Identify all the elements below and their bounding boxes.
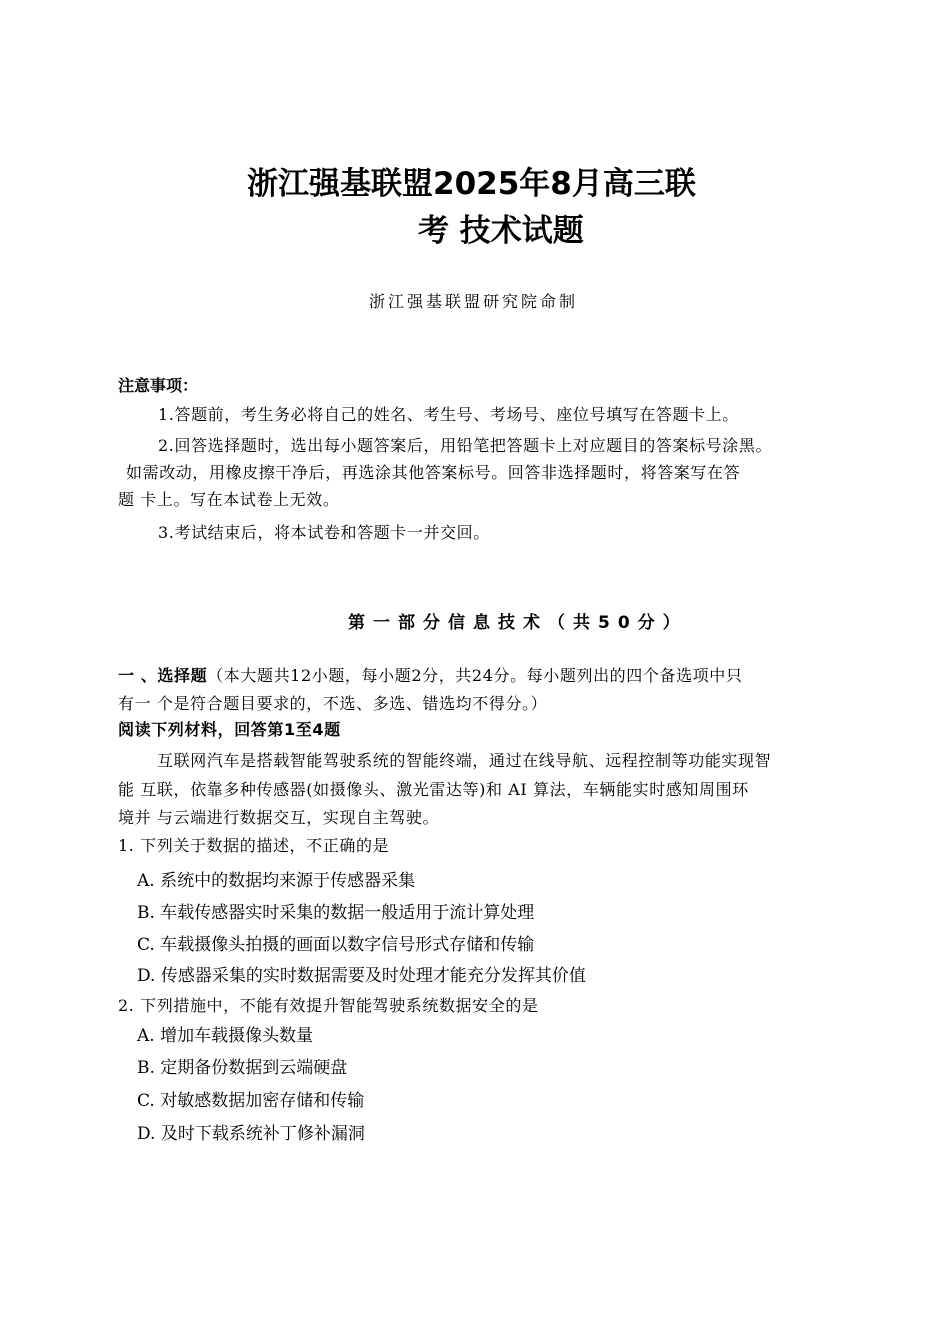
notice-item-2-line2: 如需改动，用橡皮擦干净后，再选涂其他答案标号。回答非选择题时，将答案写在答 xyxy=(126,463,741,482)
section-title: 第一部分信息技术（共50分） xyxy=(348,613,688,633)
part1-desc-line2: 有一 个是符合题目要求的，不选、多选、错选均不得分。） xyxy=(118,694,548,713)
notice-item-2-line3: 题 卡上。写在本试卷上无效。 xyxy=(118,490,340,509)
passage-line2: 能 互联，依靠多种传感器(如摄像头、激光雷达等)和 AI 算法，车辆能实时感知周围环 xyxy=(118,780,749,799)
part1-desc-line1: （本大题共12小题，每小题2分，共24分。每小题列出的四个备选项中只 xyxy=(207,666,743,685)
question-1-option-d: D. 传感器采集的实时数据需要及时处理才能充分发挥其价值 xyxy=(137,966,586,986)
exam-title-line1: 浙江强基联盟2025年8月高三联 xyxy=(247,166,696,202)
reading-instruction: 阅读下列材料，回答第1至4题 xyxy=(118,720,341,739)
passage-line1: 互联网汽车是搭载智能驾驶系统的智能终端，通过在线导航、远程控制等功能实现智 xyxy=(157,751,772,770)
question-1-option-c: C. 车载摄像头拍摄的画面以数字信号形式存储和传输 xyxy=(137,935,535,955)
question-2-option-d: D. 及时下载系统补丁修补漏洞 xyxy=(137,1124,365,1144)
notice-item-1: 1.答题前，考生务必将自己的姓名、考生号、考场号、座位号填写在答题卡上。 xyxy=(158,405,739,424)
passage-line3: 境并 与云端进行数据交互，实现自主驾驶。 xyxy=(118,808,440,827)
exam-title-line2: 考 技术试题 xyxy=(418,213,584,249)
question-1-option-a: A. 系统中的数据均来源于传感器采集 xyxy=(137,871,416,891)
part1-header-line1 xyxy=(118,663,742,686)
question-1-stem: 1. 下列关于数据的描述，不正确的是 xyxy=(118,836,390,855)
part1-label: 一 、选择题 xyxy=(118,666,208,685)
question-2-option-a: A. 增加车载摄像头数量 xyxy=(137,1026,314,1046)
exam-author: 浙江强基联盟研究院命制 xyxy=(369,292,579,311)
question-2-option-b: B. 定期备份数据到云端硬盘 xyxy=(137,1058,348,1078)
notice-heading: 注意事项： xyxy=(118,376,199,395)
notice-item-3: 3.考试结束后，将本试卷和答题卡一并交回。 xyxy=(158,523,490,542)
question-2-stem: 2. 下列措施中，不能有效提升智能驾驶系统数据安全的是 xyxy=(118,996,539,1015)
notice-item-2-line1: 2.回答选择题时，选出每小题答案后，用铅笔把答题卡上对应题目的答案标号涂黑。 xyxy=(158,436,773,455)
question-2-option-c: C. 对敏感数据加密存储和传输 xyxy=(137,1091,365,1111)
question-1-option-b: B. 车载传感器实时采集的数据一般适用于流计算处理 xyxy=(137,903,535,923)
